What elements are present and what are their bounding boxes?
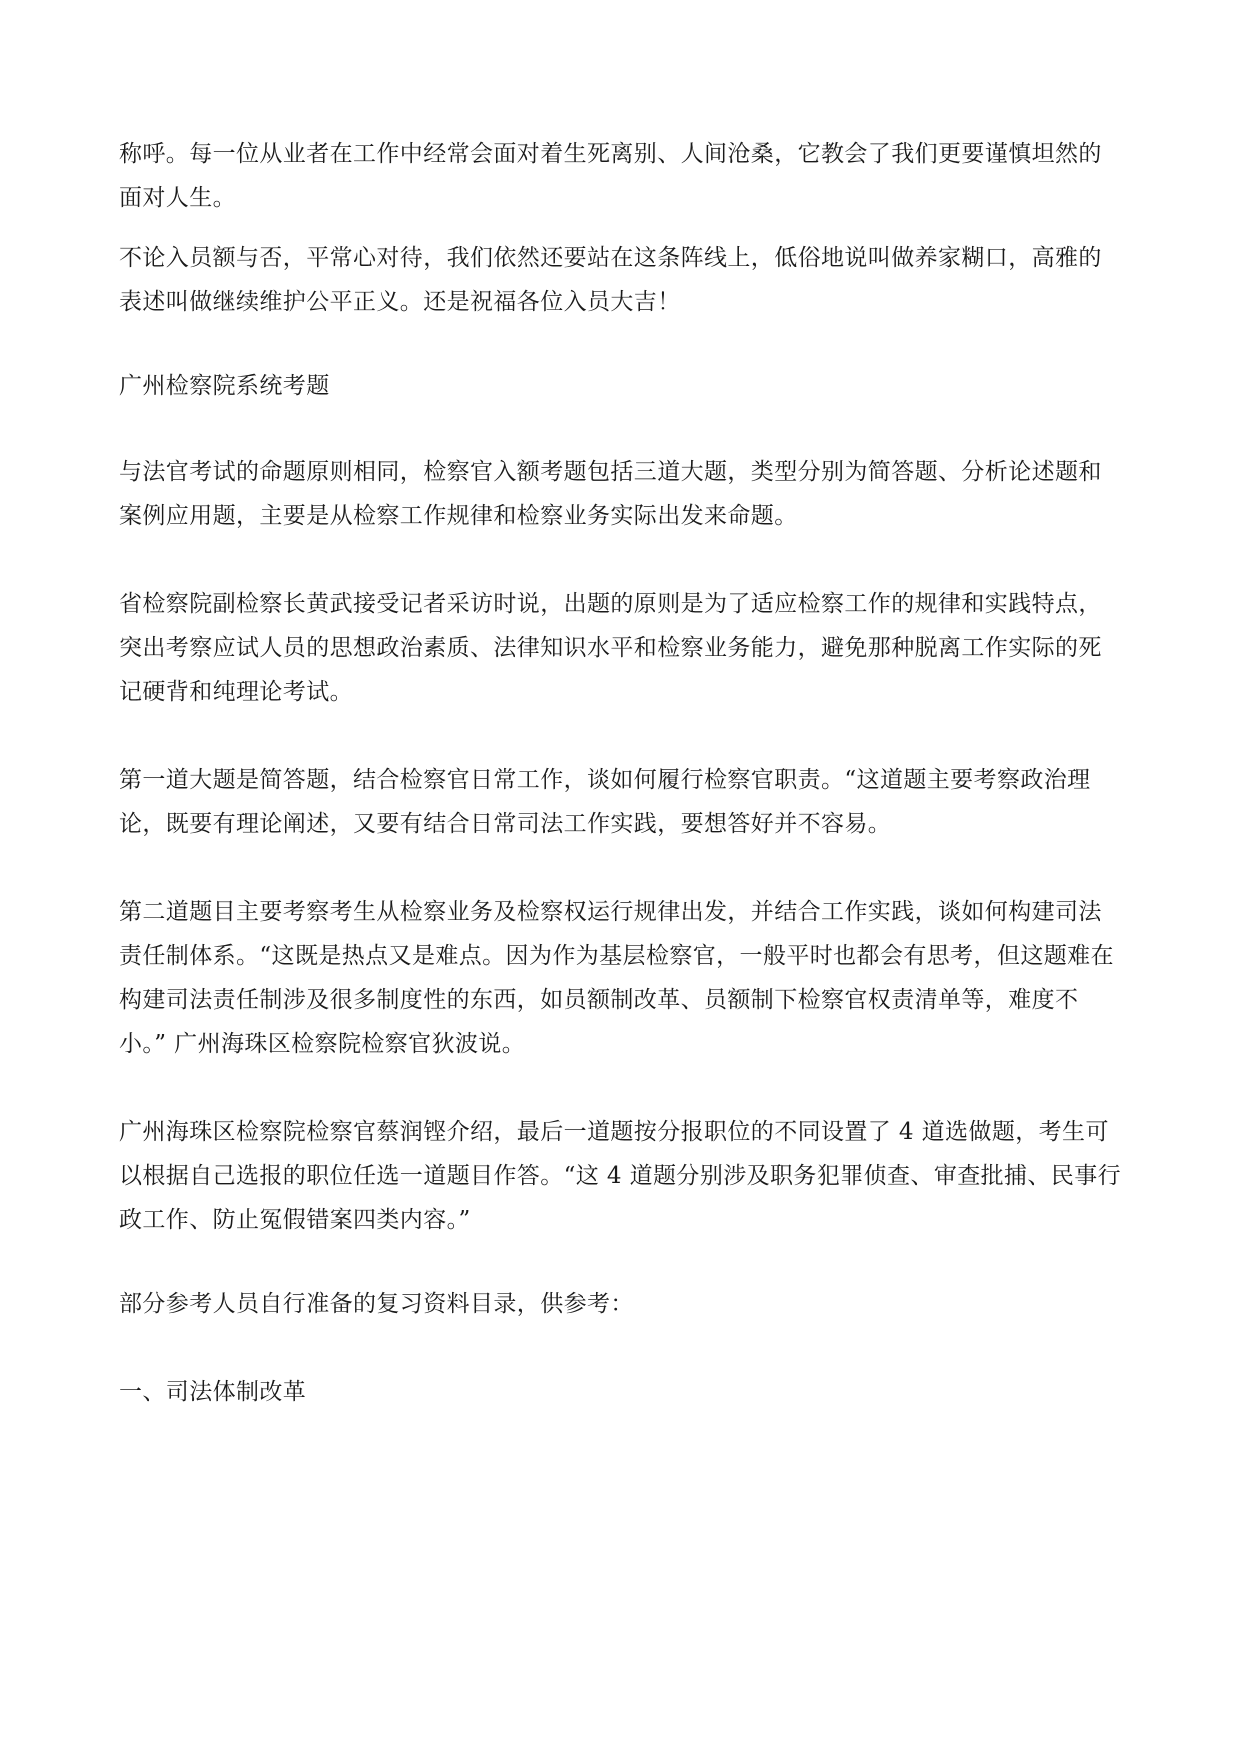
paragraph-8: 部分参考人员自行准备的复习资料目录，供参考： — [119, 1291, 634, 1317]
section-heading: 广州检察院系统考题 — [119, 373, 330, 399]
paragraph-6: 第二道题目主要考察考生从检察业务及检察权运行规律出发，并结合工作实践，谈如何构建司法责任制体系。“这既是热点又是难点。因为作为基层检察官，一般平时也都会有思考，但这题难在构建司法责任制涉及很多制度性的东西，如员额制改革、员额制下检察官权责清单等，难度不小。” 广州海珠区检察院检察官狄波说。 — [119, 899, 1114, 1057]
paragraph-2: 不论入员额与否，平常心对待，我们依然还要站在这条阵线上，低俗地说叫做养家糊口，高雅的表述叫做继续维护公平正义。还是祝福各位入员大吉！ — [119, 245, 1102, 315]
paragraph-3: 与法官考试的命题原则相同，检察官入额考题包括三道大题，类型分别为简答题、分析论述题和案例应用题，主要是从检察工作规律和检察业务实际出发来命题。 — [119, 459, 1102, 529]
list-heading-1: 一、司法体制改革 — [119, 1379, 307, 1405]
paragraph-7: 广州海珠区检察院检察官蔡润铿介绍，最后一道题按分报职位的不同设置了 4 道选做题，考生可以根据自己选报的职位任选一道题目作答。“这 4 道题分别涉及职务犯罪侦查、审查批捕、民事行政工作、防止冤假错案四类内容。” — [119, 1119, 1122, 1233]
paragraph-4: 省检察院副检察长黄武接受记者采访时说，出题的原则是为了适应检察工作的规律和实践特点，突出考察应试人员的思想政治素质、法律知识水平和检察业务能力，避免那种脱离工作实际的死记硬背和纯理论考试。 — [119, 591, 1102, 705]
paragraph-1: 称呼。每一位从业者在工作中经常会面对着生死离别、人间沧桑，它教会了我们更要谨慎坦然的面对人生。 — [119, 141, 1102, 211]
paragraph-5: 第一道大题是简答题，结合检察官日常工作，谈如何履行检察官职责。“这道题主要考察政治理论，既要有理论阐述，又要有结合日常司法工作实践，要想答好并不容易。 — [119, 767, 1091, 837]
